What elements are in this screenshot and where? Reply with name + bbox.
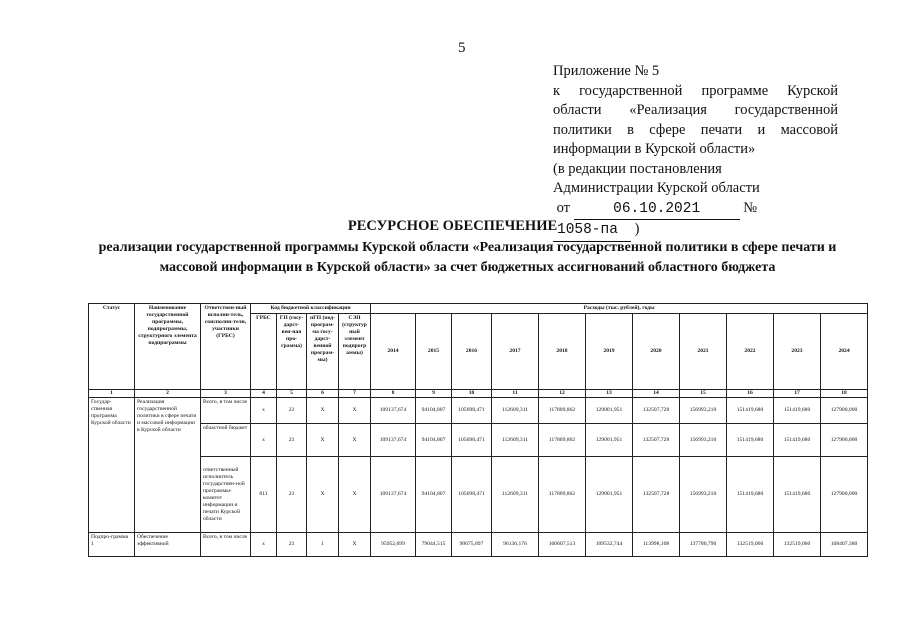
resolution-number: 1058-па [553,221,631,242]
responsible-cell: областной бюджет [201,424,251,457]
amount-cell: 112609,311 [492,398,539,424]
amount-cell: 151419,680 [774,398,821,424]
page-number: 5 [458,40,466,56]
header-year: 2016 [452,314,492,390]
status-cell: Государ-ственная программа Курской области [89,398,135,533]
pgp-cell: Х [307,398,339,424]
col-index: 15 [680,390,727,398]
amount-cell: 109137,674 [371,457,416,533]
amount-cell: 151419,680 [774,457,821,533]
appendix-line-3: области «Реализация государственной [553,102,838,118]
amount-cell: 127900,000 [821,424,868,457]
grbs-cell: х [251,398,277,424]
sep-cell: Х [339,533,371,557]
resolution-date: 06.10.2021 [574,200,740,221]
col-index: 2 [135,390,201,398]
amount-cell: 117809,862 [539,424,586,457]
amount-cell: 112609,311 [492,457,539,533]
header-gp: ГП (госу-дарст-вен-ная про-грамма) [277,314,307,390]
col-index: 3 [201,390,251,398]
amount-cell: 108407,380 [821,533,868,557]
header-name: Наименование государственной программы, подпрограммы, структурного элемента подпрограммы [135,304,201,390]
amount-cell: 112609,311 [492,424,539,457]
col-index: 5 [277,390,307,398]
header-kbk: Код бюджетной классификации [251,304,371,314]
header-year: 2014 [371,314,416,390]
amount-cell: 94104,807 [416,457,452,533]
status-cell: Подпро-грамма 1 [89,533,135,557]
gp-cell: 23 [277,398,307,424]
amount-cell: 132507,728 [633,457,680,533]
amount-cell: 105698,471 [452,424,492,457]
document-title: РЕСУРСНОЕ ОБЕСПЕЧЕНИЕ [347,218,558,234]
amount-cell: 79044,515 [416,533,452,557]
header-year: 2017 [492,314,539,390]
col-index: 10 [452,390,492,398]
amount-cell: 156993,210 [680,398,727,424]
header-expenses: Расходы (тыс. рублей), годы [371,304,868,314]
amount-cell: 137780,790 [680,533,727,557]
col-index: 6 [307,390,339,398]
sep-cell: Х [339,398,371,424]
pgp-cell: Х [307,457,339,533]
amount-cell: 132519,060 [774,533,821,557]
amount-cell: 105698,471 [452,398,492,424]
col-index: 17 [774,390,821,398]
table-row [89,424,868,457]
resource-table [88,303,868,557]
appendix-block [553,62,838,242]
appendix-line-4: политики в сфере печати и массовой [553,121,838,138]
amount-cell: 96136,176 [492,533,539,557]
amount-cell: 132519,060 [727,533,774,557]
amount-cell: 151419,680 [774,424,821,457]
amount-cell: 109532,744 [586,533,633,557]
col-index: 13 [586,390,633,398]
col-index: 8 [371,390,416,398]
responsible-cell: ответственный исполнитель государствен-ной программы-комитет информации и печати Курской области [201,457,251,533]
amount-cell: 100607,513 [539,533,586,557]
grbs-cell: х [251,533,277,557]
header-year: 2018 [539,314,586,390]
grbs-cell: 811 [251,457,277,533]
gp-cell: 23 [277,457,307,533]
number-label: № [743,199,758,216]
header-status: Статус [89,304,135,390]
table-row [89,533,868,557]
header-responsible: Ответствен-ный исполни-тель, соисполни-тели, участники (ГРБС) [201,304,251,390]
header-year: 2024 [821,314,868,390]
col-index: 9 [416,390,452,398]
header-sep: СЭП (структур ный элемент подпрогр аммы) [339,314,371,390]
header-year: 2023 [774,314,821,390]
sep-cell: Х [339,457,371,533]
name-cell: Обеспечение эффективной [135,533,201,557]
col-index: 18 [821,390,868,398]
pgp-cell: 1 [307,533,339,557]
amount-cell: 132507,728 [633,398,680,424]
amount-cell: 127900,000 [821,398,868,424]
amount-cell: 129001,951 [586,398,633,424]
responsible-cell: Всего, в том числе [201,533,251,557]
col-index: 7 [339,390,371,398]
col-index: 11 [492,390,539,398]
header-year: 2021 [680,314,727,390]
amount-cell: 95952,699 [371,533,416,557]
header-year: 2020 [633,314,680,390]
amount-cell: 113998,108 [633,533,680,557]
amount-cell: 109137,674 [371,424,416,457]
gp-cell: 23 [277,424,307,457]
date-label: от [556,199,571,216]
amount-cell: 94104,807 [416,398,452,424]
amount-cell: 151419,680 [727,424,774,457]
amount-cell: 117809,862 [539,457,586,533]
responsible-cell: Всего, в том числе [201,398,251,424]
amount-cell: 117809,862 [539,398,586,424]
amount-cell: 151419,680 [727,457,774,533]
appendix-line-2: к государственной программе Курской [553,82,838,99]
table-row [89,457,868,533]
col-index: 12 [539,390,586,398]
document-subtitle: реализации государственной программы Курской области «Реализация государственной политики в сфере печати и массовой информации в Курской области» за счет бюджетных ассигнований областного бюджета [98,240,837,275]
column-index-row [89,390,868,398]
amount-cell: 127900,000 [821,457,868,533]
amount-cell: 109137,674 [371,398,416,424]
amount-cell: 94104,807 [416,424,452,457]
gp-cell: 23 [277,533,307,557]
appendix-line-7: Администрации Курской области [553,180,760,196]
pgp-cell: Х [307,424,339,457]
col-index: 4 [251,390,277,398]
amount-cell: 156993,210 [680,457,727,533]
name-cell: Реализация государственной политики в сфере печати и массовой информации в Курской области [135,398,201,533]
appendix-line-5: информации в Курской области» [553,141,756,157]
header-year: 2019 [586,314,633,390]
sep-cell: Х [339,424,371,457]
closing-paren: ) [634,221,640,237]
appendix-line-6: (в редакции постановления [553,160,722,177]
amount-cell: 129001,951 [586,457,633,533]
amount-cell: 156993,210 [680,424,727,457]
amount-cell: 151419,680 [727,398,774,424]
header-grbs: ГРБС [251,314,277,390]
amount-cell: 129001,951 [586,424,633,457]
amount-cell: 132507,728 [633,424,680,457]
grbs-cell: х [251,424,277,457]
col-index: 1 [89,390,135,398]
col-index: 14 [633,390,680,398]
header-pgp: пГП (под-програм-ма госу-дарст-венной програм-мы) [307,314,339,390]
col-index: 16 [727,390,774,398]
header-year: 2015 [416,314,452,390]
amount-cell: 105698,471 [452,457,492,533]
table-row [89,398,868,424]
amount-cell: 90675,897 [452,533,492,557]
appendix-line-1: Приложение № 5 [553,63,660,79]
header-year: 2022 [727,314,774,390]
